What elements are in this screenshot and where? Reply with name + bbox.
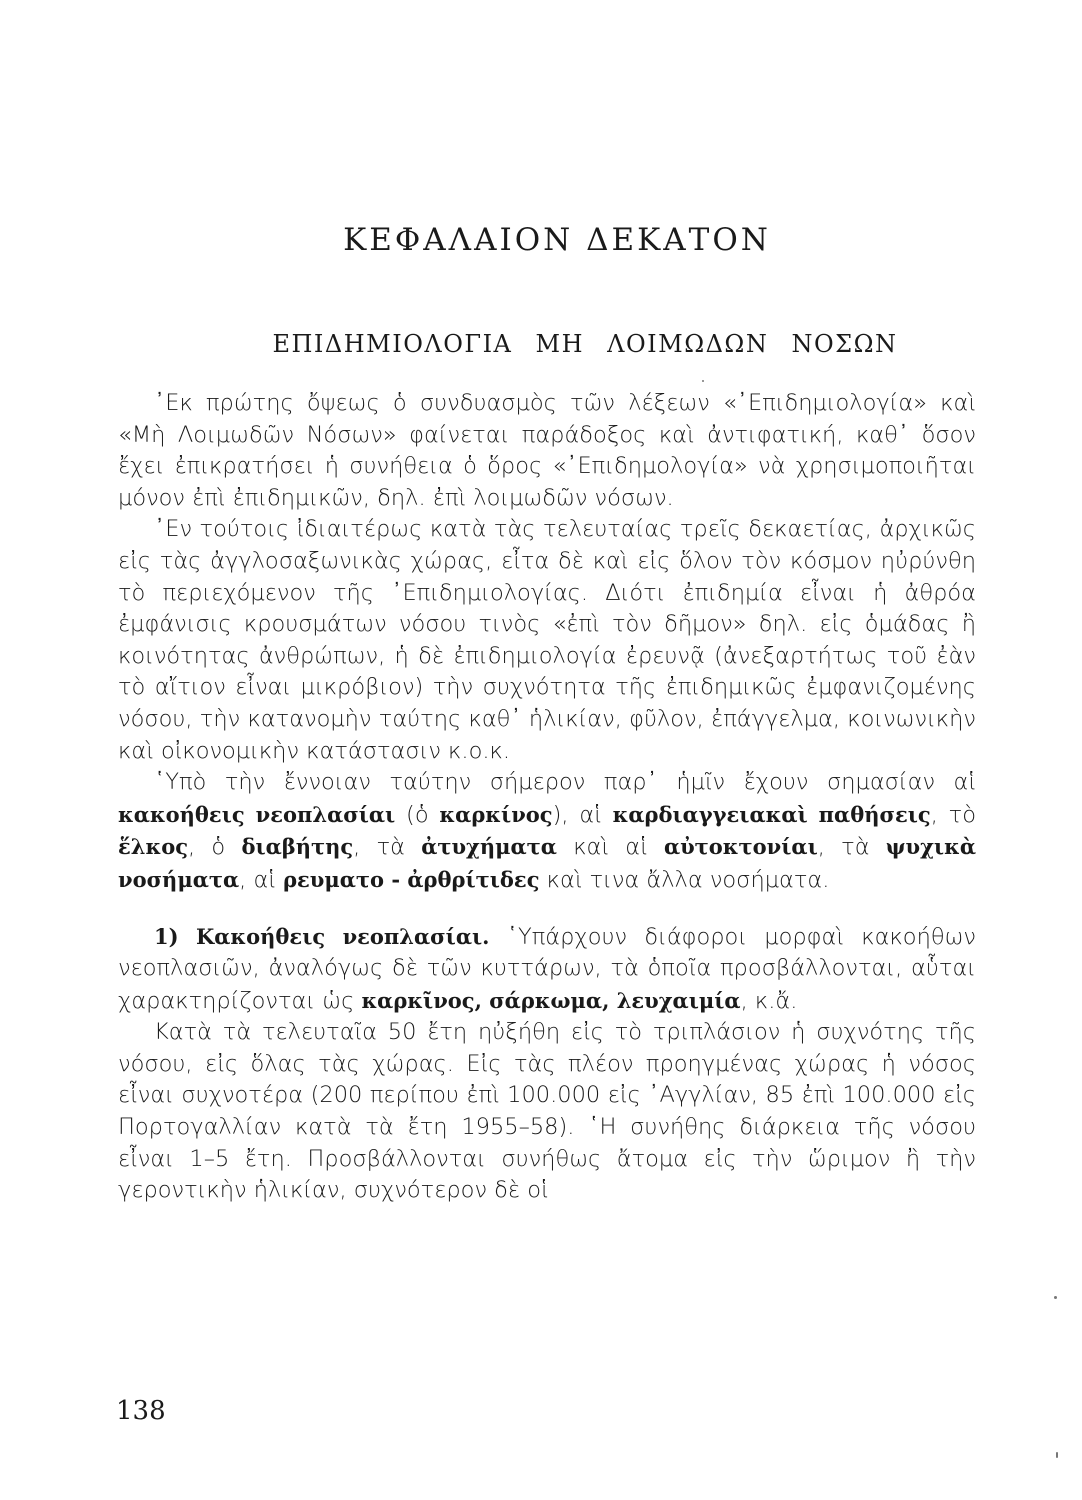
text-run: , τὰ (353, 834, 422, 861)
bold-term: αὐτοκτονίαι (663, 834, 818, 860)
scan-speck (1056, 1452, 1058, 1458)
text-run: καὶ αἱ (556, 834, 664, 861)
bold-term: ψυχικὰ νοσήματα (118, 834, 976, 892)
text-run: , κ.ἄ. (740, 987, 798, 1014)
bold-term: ρευματο - ἀρθρίτιδες (283, 866, 540, 892)
bold-term: κακοήθεις νεοπλασίαι (118, 801, 396, 827)
bold-term: ἕλκος (118, 834, 189, 860)
paragraph-malignant-neoplasms (118, 921, 976, 1018)
text-run: καὶ τινα ἄλλα νοσήματα. (539, 866, 830, 893)
text-run: ), αἱ (552, 801, 613, 828)
chapter-title: ΚΕΦΑΛΑΙΟΝ ΔΕΚΑΤΟΝ (343, 222, 771, 258)
paragraph-intro: ᾿Εκ πρώτης ὄψεως ὁ συνδυασμὸς τῶν λέξεων «᾿Επιδημιολογία» καὶ «Μὴ Λοιμωδῶν Νόσων» φαίνεται παράδοξος καὶ ἀντιφατική, καθ᾿ ὅσον ἔχει ἐπικρατήσει ἡ συνήθεια ὁ ὅρος «᾿Επιδημολογία» νὰ χρησιμοποιῆται μόνον ἐπὶ ἐπιδημικῶν, δηλ. ἐπὶ λοιμωδῶν νόσων. (118, 390, 976, 511)
text-run: , αἱ (239, 866, 284, 893)
bold-term: καρκίνος (439, 801, 553, 827)
bold-term: διαβήτης (241, 834, 354, 860)
bold-term: καρδιαγγειακαὶ παθήσεις (612, 801, 931, 827)
text-run: (ὁ (395, 801, 440, 828)
section-title: ΕΠΙΔΗΜΙΟΛΟΓΙΑ ΜΗ ΛΟΙΜΩΔΩΝ ΝΟΣΩΝ (272, 330, 898, 358)
text-run: , τὰ (817, 834, 886, 861)
bold-term: καρκῖνος, σάρκωμα, λευχαιμία (361, 987, 741, 1013)
paragraph-scope: ᾿Εν τούτοις ἰδιαιτέρως κατὰ τὰς τελευταίας τρεῖς δεκαετίας, ἀρχικῶς εἰς τὰς ἀγγλοσαξωνικὰς χώρας, εἶτα δὲ καὶ εἰς ὅλον τὸν κόσμον ηὐρύνθη τὸ περιεχόμενον τῆς ᾿Επιδημιολογίας. Διότι ἐπιδημία εἶναι ἡ ἀθρόα ἐμφάνισις κρουσμάτων νόσου τινὸς «ἐπὶ τὸν δῆμον» δηλ. εἰς ὁμάδας ἢ κοινότητας ἀνθρώπων, ἡ δὲ ἐπιδημιολογία ἐρευνᾷ (ἀνεξαρτήτως τοῦ ἐὰν τὸ αἴτιον εἶναι μικρόβιον) τὴν συχνότητα τῆς ἐπιδημικῶς ἐμφανιζομένης νόσου, τὴν κατανομὴν ταύτης καθ᾿ ἡλικίαν, φῦλον, ἐπάγγελμα, κοινωνικὴν καὶ οἰκονομικὴν κατάστασιν κ.ο.κ. (118, 516, 976, 764)
text-run: ῾Υπὸ τὴν ἔννοιαν ταύτην σήμερον παρ᾿ ἡμῖν ἔχουν σημασίαν αἱ (154, 769, 976, 796)
paragraph-diseases-list (118, 767, 976, 896)
body-text (118, 388, 976, 1207)
scan-speck (1054, 1296, 1057, 1299)
text-run: , τὸ (930, 801, 976, 828)
text-run: ῾Υπάρχουν διάφοροι μορφαὶ κακοήθων νεοπλασιῶν, ἀναλόγως δὲ τῶν κυττάρων, τὰ ὁποῖα προσβάλλονται, αὗται χαρακτηρίζονται ὡς (118, 923, 977, 1014)
subsection-heading: 1) Κακοήθεις νεοπλασίαι. (154, 923, 490, 949)
page-number: 138 (116, 1396, 166, 1426)
bold-term: ἀτυχήματα (421, 834, 557, 860)
text-run: , ὁ (188, 834, 242, 861)
paragraph-frequency: Κατὰ τὰ τελευταῖα 50 ἔτη ηὐξήθη εἰς τὸ τριπλάσιον ἡ συχνότης τῆς νόσου, εἰς ὅλας τὰς χώρας. Εἰς τὰς πλέον προηγμένας χώρας ἡ νόσος εἶναι συχνοτέρα (200 περίπου ἐπὶ 100.000 εἰς ᾿Αγγλίαν, 85 ἐπὶ 100.000 εἰς Πορτογαλλίαν κατὰ τὰ ἔτη 1955–58). ῾Η συνήθης διάρκεια τῆς νόσου εἶναι 1–5 ἔτη. Προσβάλλονται συνήθως ἄτομα εἰς τὴν ὥριμον ἢ τὴν γεροντικὴν ἡλικίαν, συχνότερον δὲ οἱ (118, 1019, 976, 1204)
scan-speck (702, 380, 704, 382)
